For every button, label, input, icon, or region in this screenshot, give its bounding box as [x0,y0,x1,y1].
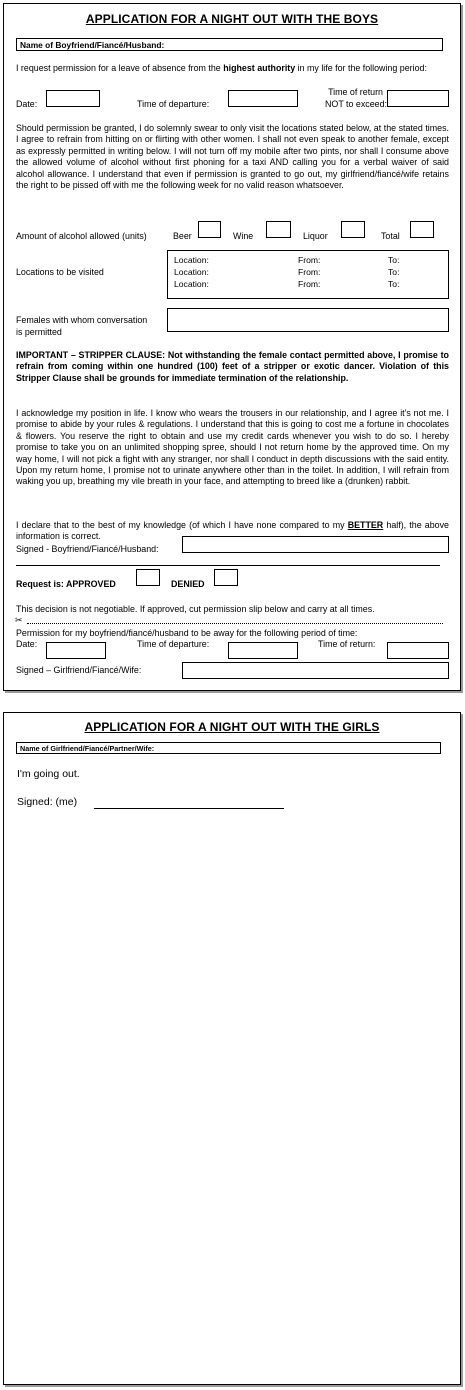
beer-units-input[interactable] [198,221,221,238]
decision-text: This decision is not negotiable. If approved, cut permission slip below and carry at all times. [16,604,375,614]
declaration-text-start: I declare that to the best of my knowledge (of which I have none compared to my [16,520,348,530]
boyfriend-signature-input[interactable] [182,536,449,553]
girls-application-page [3,712,461,1385]
permitted-females-input[interactable] [167,308,449,332]
girlfriend-signature-label: Signed – Girlfriend/Fiancé/Wife: [16,665,142,675]
stripper-clause [16,350,449,384]
stripper-clause-heading: IMPORTANT – STRIPPER CLAUSE: [16,350,166,360]
girlfriend-name-field[interactable] [16,742,441,754]
females-label-line1: Females with whom conversation [16,315,148,325]
return-label-line2: NOT to exceed: [325,99,387,109]
from-label: From: [298,255,321,265]
slip-departure-label: Time of departure: [137,639,210,649]
to-label: To: [388,267,400,277]
total-label: Total [381,231,400,241]
location-row-1 [174,255,209,267]
cut-line [27,623,443,624]
slip-date-label: Date: [16,639,38,649]
oath-paragraph: Should permission be granted, I do solemnly swear to only visit the locations stated below, at the stated times. I agree to refrain from hitting on or flirting with other women. I shall not even speak to another female, except as expressly permitted in writing below. I will not turn off my mobile after two pints, nor shall I consume above the allowed volume of alcohol without first phoning for a taxi AND calling you for a verbal waiver of said alcohol allowance. I understand that even if permission is granted to go out, my girlfriend/fiancé/wife retains the right to be pissed off with me the following week for no valid reason whatsoever. [16,123,449,191]
better-text: BETTER [347,520,384,530]
boys-form-title: APPLICATION FOR A NIGHT OUT WITH THE BOYS [85,12,379,26]
boys-application-page [3,3,461,691]
girlfriend-signature-input[interactable] [182,662,449,679]
return-time-input[interactable] [387,90,449,107]
locations-box[interactable] [167,250,449,299]
girls-signature-line[interactable] [94,808,284,809]
stripper-clause-text: Not withstanding the female contact permitted above, I promise to refrain from coming within one hundred (100) feet of a stripper or exotic dancer. Violation of this Stripper Clause shall be grounds for immediate termination of the relationship. [16,350,449,383]
slip-return-label: Time of return: [318,639,376,649]
approved-checkbox[interactable] [136,569,160,586]
boyfriend-signature-label: Signed - Boyfriend/Fiancé/Husband: [16,544,159,554]
boyfriend-name-field[interactable] [16,38,443,51]
location-label: Location: [174,267,209,277]
girls-signature-label: Signed: (me) [17,796,78,808]
highest-authority-text: highest authority [223,63,296,73]
alcohol-label: Amount of alcohol allowed (units) [16,231,147,241]
total-units-input[interactable] [410,221,434,238]
boyfriend-name-label: Name of Boyfriend/Fiancé/Husband: [20,40,165,50]
slip-return-input[interactable] [387,642,449,659]
departure-time-input[interactable] [228,90,298,107]
return-label-line1: Time of return [328,87,383,97]
request-paragraph [16,63,449,74]
location-label: Location: [174,279,209,289]
date-input[interactable] [46,90,100,107]
slip-date-input[interactable] [46,642,106,659]
declaration-text-end: half), the above information is correct. [16,520,449,542]
going-out-statement: I'm going out. [17,768,80,780]
divider [16,565,440,566]
denied-checkbox[interactable] [214,569,238,586]
girlfriend-name-label: Name of Girlfriend/Fiancé/Partner/Wife: [20,744,155,753]
to-label: To: [388,255,400,265]
from-label: From: [298,279,321,289]
liquor-units-input[interactable] [341,221,365,238]
denied-label: DENIED [171,579,205,589]
wine-units-input[interactable] [266,221,291,238]
acknowledgement-paragraph: I acknowledge my position in life. I know who wears the trousers in our relationship, and I agree it's not me. I promise to abide by your rules & regulations. I understand that this is going to cost me a fortune in chocolates & flowers. You reserve the right to obtain and use my credit cards whenever you wish to do so. I hereby promise to take you on an unlimited shopping spree, should I not return home by the approved time. On my way home, I will not pick a fight with any stranger, nor shall I conduct in depth discussions with the said entity. Upon my return home, I promise not to urinate anywhere other than in the toilet. In addition, I will refrain from waking you up, breathing my vile breath in your face, and attempting to breed like a (drunken) rabbit. [16,408,449,487]
wine-label: Wine [233,231,254,241]
request-text-end: in my life for the following period: [295,63,427,73]
liquor-label: Liquor [303,231,328,241]
beer-label: Beer [173,231,192,241]
from-label: From: [298,267,321,277]
girls-form-title: APPLICATION FOR A NIGHT OUT WITH THE GIRLS [84,720,380,734]
request-is-approved-label: Request is: APPROVED [16,579,116,589]
slip-departure-input[interactable] [228,642,298,659]
permission-text: Permission for my boyfriend/fiancé/husband to be away for the following period of time: [16,628,358,638]
to-label: To: [388,279,400,289]
females-label-line2: is permitted [16,327,62,337]
locations-label: Locations to be visited [16,267,104,277]
request-text-start: I request permission for a leave of absence from the [16,63,224,73]
scissors-icon: ✂ [15,615,23,625]
location-label: Location: [174,255,209,265]
date-label: Date: [16,99,38,109]
departure-label: Time of departure: [137,99,210,109]
